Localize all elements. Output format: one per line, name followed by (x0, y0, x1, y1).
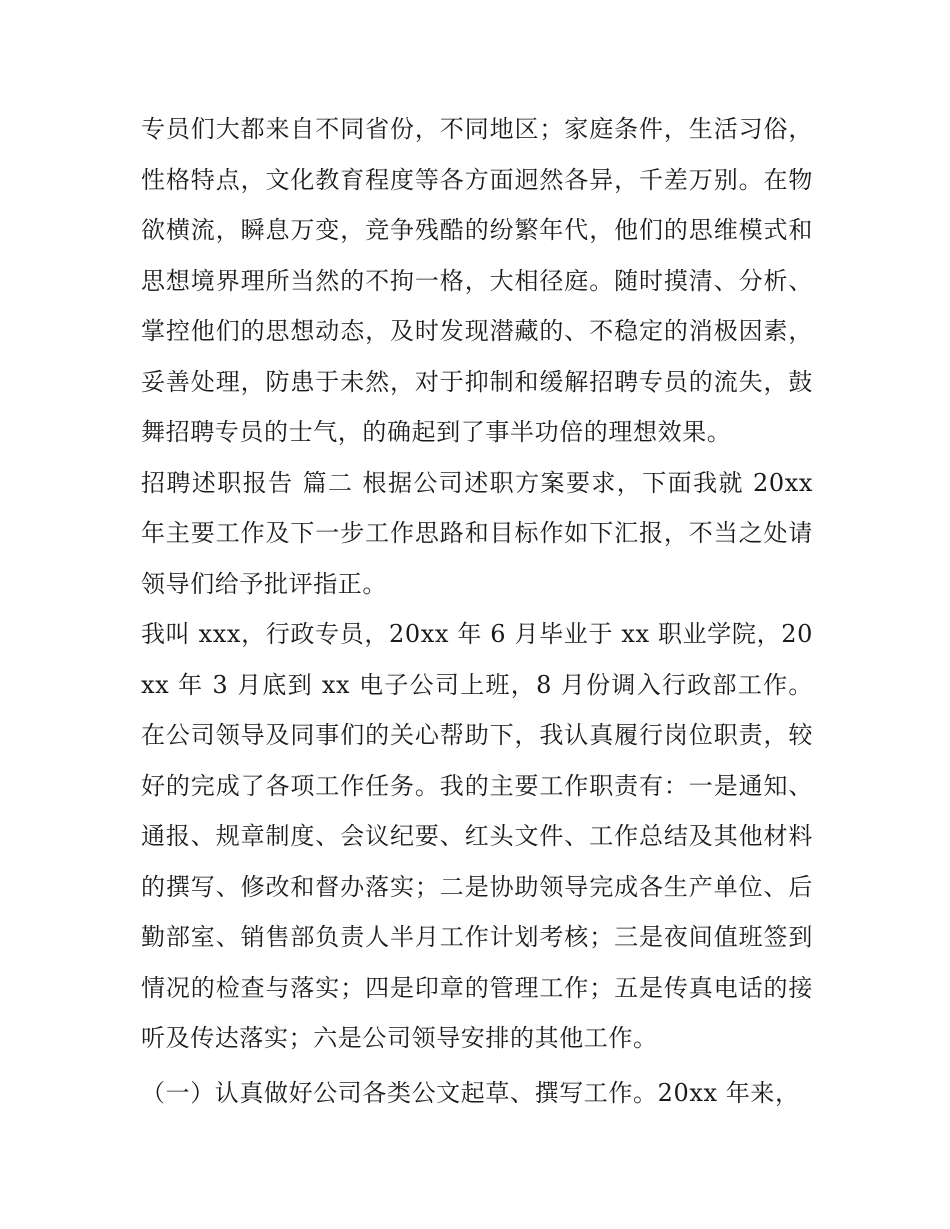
paragraph-1: 专员们大都来自不同省份，不同地区；家庭条件，生活习俗，性格特点，文化教育程度等各方面迥然各异，千差万别。在物欲横流，瞬息万变，竞争残酷的纷繁年代，他们的思维模式和思想境界理所当然的不拘一格，大相径庭。随时摸清、分析、掌控他们的思想动态，及时发现潜藏的、不稳定的消极因素，妥善处理，防患于未然，对于抑制和缓解招聘专员的流失，鼓舞招聘专员的士气，的确起到了事半功倍的理想效果。 (141, 115, 813, 446)
paragraph-2: 招聘述职报告 篇二 根据公司述职方案要求，下面我就 20xx 年主要工作及下一步工作思路和目标作如下汇报，不当之处请领导们给予批评指正。 (141, 468, 813, 598)
paragraph-4: （一）认真做好公司各类公文起草、撰写工作。20xx 年来， (141, 1078, 800, 1107)
paragraph-3: 我叫 xxx，行政专员，20xx 年 6 月毕业于 xx 职业学院，20xx 年 3 月底到 xx 电子公司上班，8 月份调入行政部工作。在公司领导及同事们的关心帮助下，我认真履行岗位职责，较好的完成了各项工作任务。我的主要工作职责有：一是通知、通报、规章制度、会议纪要、红头文件、工作总结及其他材料的撰写、修改和督办落实；二是协助领导完成各生产单位、后勤部室、销售部负责人半月工作计划考核；三是夜间值班签到情况的检查与落实；四是印章的管理工作；五是传真电话的接听及传达落实；六是公司领导安排的其他工作。 (141, 620, 813, 1052)
document-body (141, 104, 813, 1118)
